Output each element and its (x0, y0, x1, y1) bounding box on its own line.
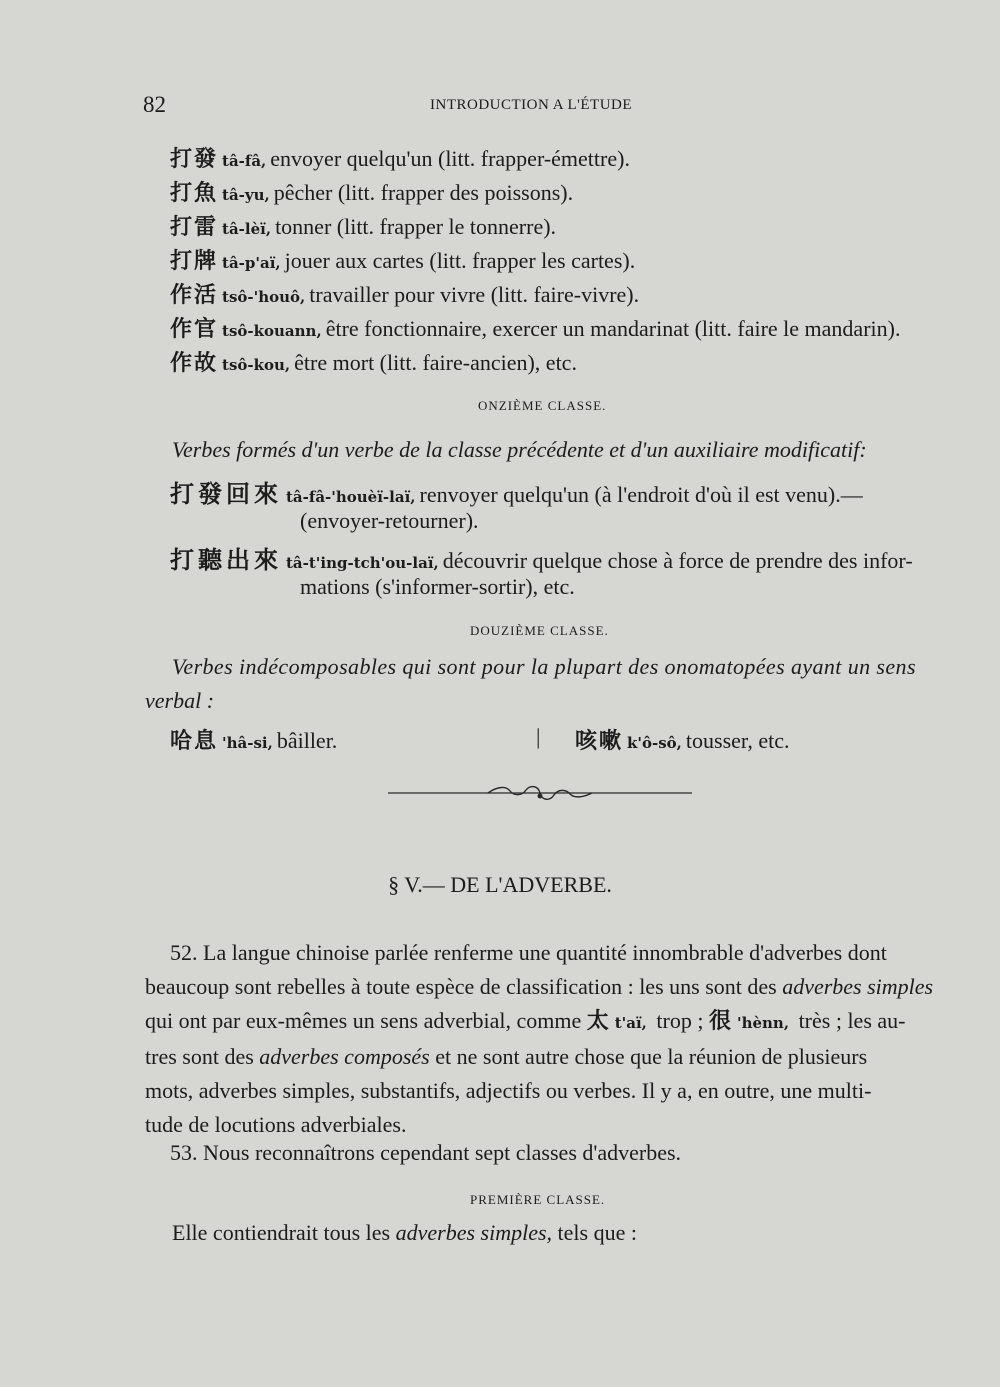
romanization: tsô-'houô, (222, 288, 306, 306)
chinese-character: 太 (586, 1009, 611, 1034)
entry (170, 346, 577, 380)
text: tres sont des (145, 1044, 260, 1069)
ornament-divider (388, 782, 692, 804)
text: Elle contiendrait tous les (172, 1220, 396, 1245)
column-separator: | (536, 724, 541, 749)
chinese-characters: 打雷 (170, 215, 219, 240)
text: tels que : (552, 1220, 637, 1245)
italic-term: adverbes simples (782, 974, 934, 999)
entry (575, 724, 790, 758)
para-line: tude de locutions adverbiales. (145, 1112, 407, 1137)
paragraph-53: 53. Nous reconnaîtrons cependant sept classes d'adverbes. (170, 1140, 682, 1165)
section-heading: § V.— DE L'ADVERBE. (388, 872, 612, 897)
entry-text: être mort (litt. faire-ancien), etc. (294, 350, 577, 375)
entry (170, 312, 900, 346)
entry-continuation: mations (s'informer-sortir), etc. (300, 574, 575, 599)
running-title: INTRODUCTION A L'ÉTUDE (430, 97, 633, 113)
romanization: tâ-lèï, (222, 220, 272, 238)
entry (170, 176, 573, 210)
page-number: 82 (143, 92, 166, 117)
romanization: t'aï, (614, 1014, 647, 1032)
text: et ne sont autre chose que la réunion de plusieurs (429, 1044, 868, 1069)
class-intro (172, 1220, 637, 1246)
entry (170, 244, 635, 278)
entry-text: jouer aux cartes (litt. frapper les cartes). (284, 248, 636, 273)
para-line (145, 1040, 945, 1074)
text: trop ; (650, 1008, 709, 1033)
chinese-characters: 作故 (170, 351, 219, 376)
romanization: 'hâ-si, (222, 734, 273, 752)
chinese-characters: 打發回來 (170, 480, 282, 508)
romanization: k'ô-sô, (627, 734, 682, 752)
romanization: tâ-t'ing-tch'ou-laï, (286, 554, 439, 572)
entry-continuation: (envoyer-retourner). (300, 508, 479, 533)
entry (170, 210, 556, 244)
entry-text: pêcher (litt. frapper des poissons). (273, 180, 574, 205)
romanization: tâ-fâ-'houèï-laï, (286, 488, 416, 506)
romanization: tsô-kou, (222, 356, 291, 374)
para-line (145, 1004, 945, 1040)
entry-text: tousser, etc. (685, 728, 790, 753)
entry-text: bâiller. (276, 728, 338, 753)
para-line (145, 970, 945, 1004)
class-heading: PREMIÈRE CLASSE. (470, 1192, 606, 1207)
romanization: tâ-yu, (222, 186, 270, 204)
entry-text: tonner (litt. frapper le tonnerre). (275, 214, 557, 239)
entry-text: être fonctionnaire, exercer un mandarinat (litt. faire le mandarin). (325, 316, 901, 341)
entry (170, 540, 913, 574)
entry-text: envoyer quelqu'un (litt. frapper-émettre). (270, 146, 630, 171)
italic-term: adverbes composés (259, 1044, 430, 1069)
class-intro: Verbes indécomposables qui sont pour la plupart des onomatopées ayant un sens (172, 654, 916, 679)
text: beaucoup sont rebelles à toute espèce de classification : les uns sont des (145, 974, 783, 999)
chinese-characters: 作活 (170, 283, 219, 308)
chinese-characters: 作官 (170, 317, 219, 342)
entry (170, 724, 337, 758)
entry-text: renvoyer quelqu'un (à l'endroit d'où il est venu).— (419, 482, 863, 507)
romanization: tsô-kouann, (222, 322, 322, 340)
class-intro-cont: verbal : (145, 688, 215, 713)
italic-term: adverbes simples, (395, 1220, 553, 1245)
romanization: tâ-p'aï, (222, 254, 281, 272)
entry-text: travailler pour vivre (litt. faire-vivre). (309, 282, 640, 307)
chinese-characters: 打牌 (170, 249, 219, 274)
paragraph-52 (145, 936, 945, 1142)
text: qui ont par eux-mêmes un sens adverbial, comme (145, 1008, 587, 1033)
text: très ; les au- (793, 1008, 906, 1033)
para-line: 52. La langue chinoise parlée renferme une quantité innombrable d'adverbes dont (170, 940, 887, 965)
class-heading: ONZIÈME CLASSE. (478, 398, 607, 413)
chinese-characters: 打聽出來 (170, 546, 282, 574)
entry (170, 474, 863, 508)
romanization: 'hènn, (736, 1014, 790, 1032)
entry (170, 142, 630, 176)
chinese-characters: 打發 (170, 147, 219, 172)
class-intro: Verbes formés d'un verbe de la classe précédente et d'un auxiliaire modificatif: (172, 437, 867, 462)
chinese-character: 很 (708, 1009, 733, 1034)
entry-text: découvrir quelque chose à force de prendre des infor- (442, 548, 913, 573)
chinese-characters: 哈息 (170, 729, 219, 754)
class-heading: DOUZIÈME CLASSE. (470, 623, 609, 638)
para-line: mots, adverbes simples, substantifs, adjectifs ou verbes. Il y a, en outre, une multi- (145, 1078, 872, 1103)
romanization: tâ-fâ, (222, 152, 267, 170)
chinese-characters: 打魚 (170, 181, 219, 206)
entry (170, 278, 639, 312)
chinese-characters: 咳嗽 (575, 729, 624, 754)
